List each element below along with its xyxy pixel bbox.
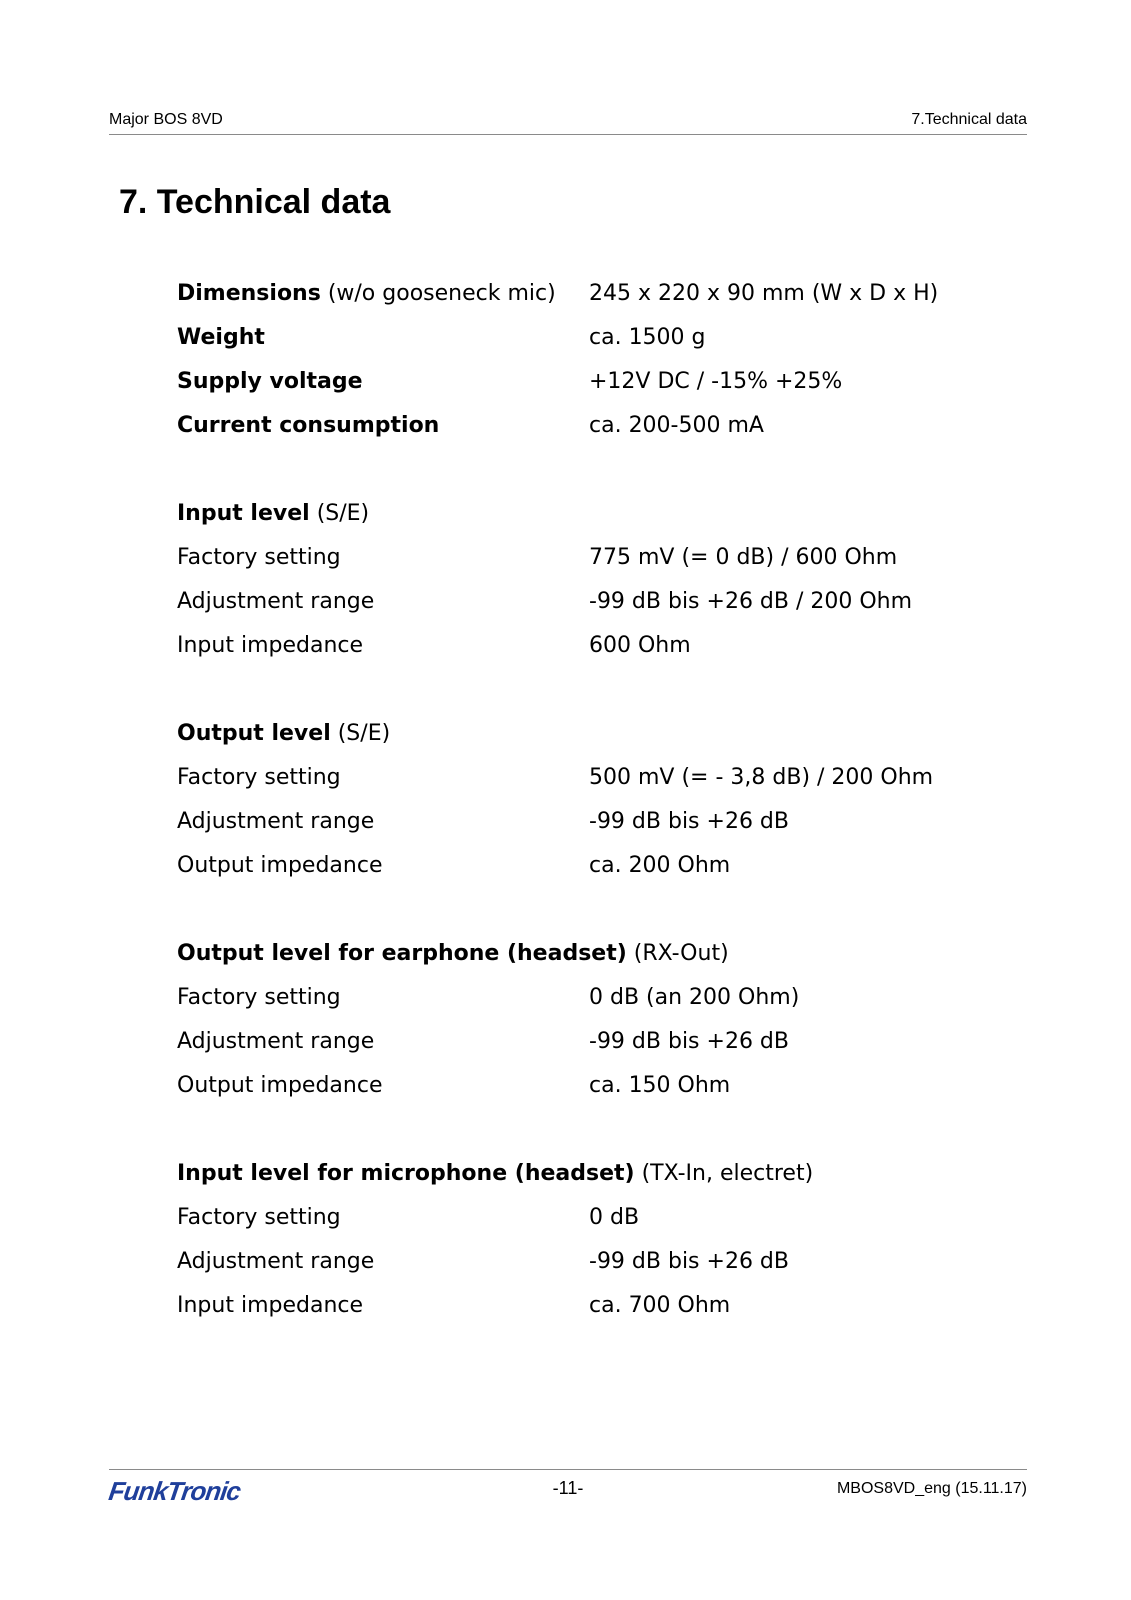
spec-label: Factory setting <box>177 765 341 790</box>
spec-row <box>177 588 1027 632</box>
spec-row <box>177 808 1027 852</box>
spec-value: 600 Ohm <box>589 633 691 658</box>
spec-row <box>177 544 1027 588</box>
header-document-name: Major BOS 8VD <box>109 111 223 128</box>
spec-label: Current consumption <box>177 413 440 438</box>
spec-value: ca. 700 Ohm <box>589 1293 731 1318</box>
document-reference: MBOS8VD_eng (15.11.17) <box>836 1480 1027 1497</box>
spec-label: Input impedance <box>177 633 364 658</box>
spec-label: Adjustment range <box>177 1029 375 1054</box>
spec-row <box>177 1072 1027 1116</box>
spec-row-current-consumption <box>177 412 1027 456</box>
spec-label: Output impedance <box>177 853 383 878</box>
funktronic-logo: FunkTronic <box>106 1476 243 1506</box>
spec-row <box>177 632 1027 676</box>
spec-label: Weight <box>177 325 265 350</box>
spec-row <box>177 1248 1027 1292</box>
spec-label: Input impedance <box>177 1293 364 1318</box>
page-number: -11- <box>552 1478 584 1498</box>
header-section-name: 7.Technical data <box>911 111 1027 128</box>
spec-value: ca. 150 Ohm <box>589 1073 731 1098</box>
spec-value: -99 dB bis +26 dB / 200 Ohm <box>589 589 913 614</box>
spec-label: Adjustment range <box>177 809 375 834</box>
page-title: 7. Technical data <box>119 183 391 221</box>
spec-row <box>177 1028 1027 1072</box>
spec-label: Factory setting <box>177 1205 341 1230</box>
spec-label: Adjustment range <box>177 1249 375 1274</box>
spec-value: -99 dB bis +26 dB <box>589 809 789 834</box>
section-heading-output-level: Output level (S/E) <box>177 721 391 746</box>
spec-row <box>177 984 1027 1028</box>
section-heading-input-level: Input level (S/E) <box>177 501 370 526</box>
spec-value: 500 mV (= - 3,8 dB) / 200 Ohm <box>589 765 934 790</box>
spec-row <box>177 852 1027 896</box>
spec-label: Supply voltage <box>177 369 363 394</box>
spec-value: -99 dB bis +26 dB <box>589 1029 789 1054</box>
spec-row <box>177 764 1027 808</box>
spec-label: Factory setting <box>177 985 341 1010</box>
spec-value: 775 mV (= 0 dB) / 600 Ohm <box>589 545 898 570</box>
spec-value: ca. 1500 g <box>589 325 706 350</box>
spec-row-supply-voltage <box>177 368 1027 412</box>
spec-value: 0 dB <box>589 1205 640 1230</box>
spec-row-dimensions <box>177 280 1027 324</box>
spec-value: 245 x 220 x 90 mm (W x D x H) <box>589 281 939 306</box>
page-header <box>109 108 1027 135</box>
spec-label: Adjustment range <box>177 589 375 614</box>
spec-label: Dimensions (w/o gooseneck mic) <box>177 281 556 306</box>
spec-value: 0 dB (an 200 Ohm) <box>589 985 800 1010</box>
spec-value: ca. 200 Ohm <box>589 853 731 878</box>
spec-row-weight <box>177 324 1027 368</box>
spec-value: +12V DC / -15% +25% <box>589 369 843 394</box>
spec-row <box>177 1204 1027 1248</box>
spec-value: -99 dB bis +26 dB <box>589 1249 789 1274</box>
section-heading-microphone-input: Input level for microphone (headset) (TX-In, electret) <box>177 1161 814 1186</box>
spec-row <box>177 1292 1027 1336</box>
spec-label: Output impedance <box>177 1073 383 1098</box>
specifications-table <box>177 280 1027 1336</box>
page-footer <box>106 1469 1027 1506</box>
spec-label: Factory setting <box>177 545 341 570</box>
spec-value: ca. 200-500 mA <box>589 413 764 438</box>
section-heading-earphone-output: Output level for earphone (headset) (RX-Out) <box>177 941 729 966</box>
